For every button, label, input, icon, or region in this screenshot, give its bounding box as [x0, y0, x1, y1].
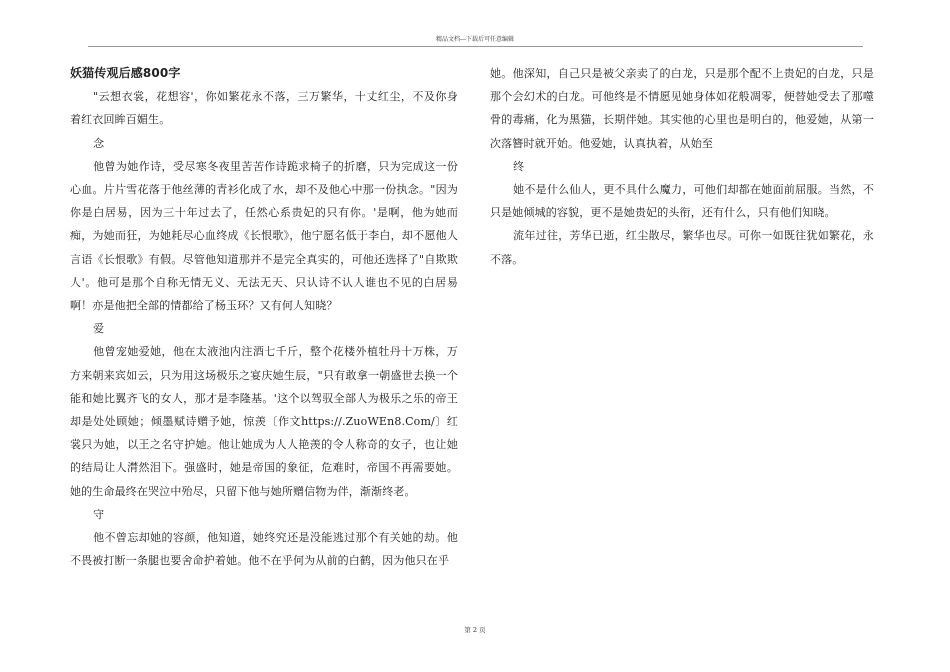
header-divider — [88, 46, 863, 47]
paragraph-ai: 他曾宠她爱她，他在太液池内注酒七千斤，整个花楼外植牡丹十万株，万方来朝来宾如云，只为用这场极乐之宴庆她生辰，"只有敢拿一朝盛世去换一个能和她比翼齐飞的女人，那才是李隆基。'这个以驾驭全部人为极乐之乐的帝王却是处处顾她；倾墨赋诗赠予她，惊羡〔作文https://.ZuoWEn8.Com/〕红裳只为她，以王之名守护她。他让她成为人人艳羡的令人称奇的女子，也让她的结局让人潸然泪下。强盛时，她是帝国的象征，危难时，帝国不再需要她。她的生命最终在哭泣中殆尽，只留下他与她所赠信物为伴，渐渐终老。 — [70, 345, 458, 498]
right-column — [490, 62, 874, 271]
left-column — [70, 62, 458, 572]
paragraph-shou-continued: 她。他深知，自己只是被父亲卖了的白龙，只是那个配不上贵妃的白龙，只是那个会幻术的白龙。可他终是不情愿见她身体如花般凋零，便替她受去了那噬骨的毒痛，化为黑猫，长期伴她。其实他的心里也是明白的，他爱她，从第一次落簪时就开始。他爱她，认真执着，从始至 — [490, 67, 874, 150]
page-header: 精品文档---下载后可任意编辑 — [435, 36, 515, 43]
paragraph-shou: 他不曾忘却她的容颜，他知道，她终究还是没能逃过那个有关她的劫。他不畏被打断一条腿也要舍命护着她。他不在乎何为从前的白鹤，因为他只在乎 — [70, 531, 458, 568]
document-title: 妖猫传观后感800字 — [70, 66, 181, 80]
paragraph-nian: 他曾为她作诗，受尽寒冬夜里苦苦作诗跪求椅子的折磨，只为完成这一份心血。片片雪花落于他丝薄的青衫化成了水，却不及他心中那一份执念。"因为你是白居易，因为三十年过去了，任然心系贵妃的只有你。'是啊，他为她而痴，为她而狂，为她耗尽心血终成《长恨歌》，他宁愿名低于李白，却不愿他人言语《长恨歌》有假。尽管他知道那并不是完全真实的，可他还选择了"自欺欺人'。他可是那个自称无情无义、无法无天、只认诗不认人谁也不见的白居易啊！亦是他把全部的情都给了杨玉环？又有何人知晓？ — [70, 159, 458, 313]
section-heading-ai: 爱 — [93, 322, 105, 336]
page-number: 第 2 页 — [464, 626, 486, 634]
paragraph-intro: "云想衣裳，花想容'，你如繁花永不落，三万繁华，十丈红尘，不及你身着红衣回眸百媚生。 — [70, 90, 458, 127]
section-heading-shou: 守 — [93, 507, 105, 521]
paragraph-zhong: 她不是什么仙人，更不具什么魔力，可他们却都在她面前屈服。当然，不只是她倾城的容貌，更不是她贵妃的头衔，还有什么，只有他们知晓。 — [490, 183, 874, 220]
section-heading-zhong: 终 — [513, 159, 525, 173]
section-heading-nian: 念 — [93, 136, 105, 150]
paragraph-closing: 流年过往，芳华已逝，红尘散尽，繁华也尽。可你一如既往犹如繁花，永不落。 — [490, 229, 874, 266]
